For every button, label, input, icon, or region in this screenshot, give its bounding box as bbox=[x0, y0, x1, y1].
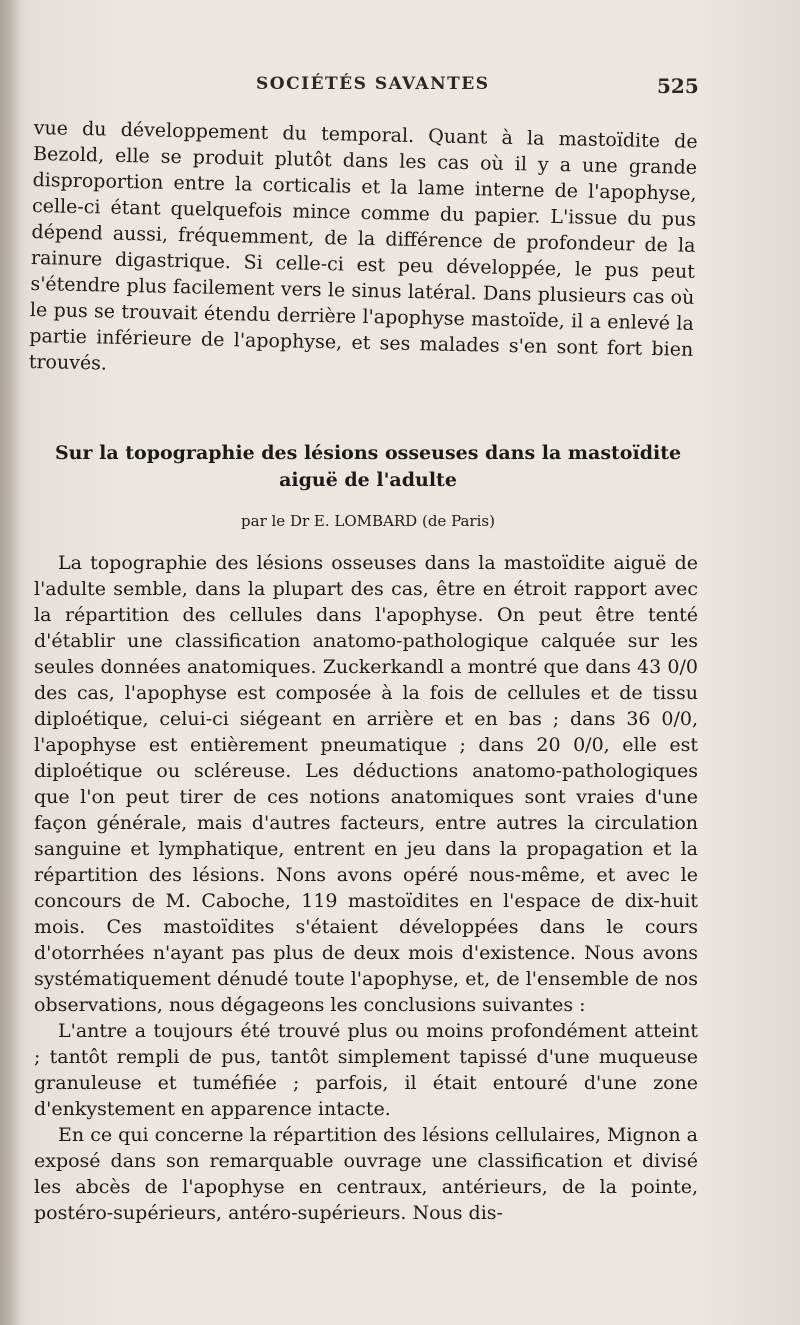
body-paragraph-1: La topographie des lésions osseuses dans la mastoïdite aiguë de l'adulte semble, dans la plupart des cas, être en étroit rapport avec la répartition des cellules dans l'apophyse. On peut être tenté d'établir une classification anatomo-pathologique calquée sur les seules données anatomiques. Zuckerkandl a montré que dans 43 0/0 des cas, l'apophyse est composée à la fois de cellules et de tissu diploétique, celui-ci siégeant en arrière et en bas ; dans 36 0/0, l'apophyse est entièrement pneumatique ; dans 20 0/0, elle est diploétique ou scléreuse. Les déductions anatomo-pathologiques que l'on peut tirer de ces notions anatomiques sont vraies d'une façon générale, mais d'autres facteurs, entre autres la circulation sanguine et lymphatique, entrent en jeu dans la propagation et la répartition des lésions. Nons avons opéré nous-même, et avec le concours de M. Caboche, 119 mastoïdites en l'espace de dix-huit mois. Ces mastoïdites s'étaient développées dans le cours d'otorrhées n'ayant pas plus de deux mois d'existence. Nous avons systématiquement dénudé toute l'apophyse, et, de l'ensemble de nos observations, nous dégageons les conclusions suivantes : bbox=[34, 552, 698, 1016]
binding-shadow bbox=[0, 0, 22, 1325]
running-head-title: SOCIÉTÉS SAVANTES bbox=[256, 74, 490, 94]
intro-text bbox=[29, 115, 698, 389]
body-paragraph-3: En ce qui concerne la répartition des lésions cellulaires, Mignon a exposé dans son remarquable ouvrage une classification et divisé les abcès de l'apophyse en centraux, antérieurs, de la pointe, postéro-supérieurs, antéro-supérieurs. Nous dis- bbox=[34, 1124, 698, 1224]
article-title-line-2: aiguë de l'adulte bbox=[279, 469, 457, 491]
article-body bbox=[34, 550, 698, 1226]
running-header bbox=[30, 68, 730, 102]
page-number: 525 bbox=[657, 74, 699, 98]
intro-paragraph: vue du développement du temporal. Quant à la mastoïdite de Bezold, elle se produit plutôt dans les cas où il y a une grande disproportion entre la corticalis et la lame interne de l'apophyse, celle-ci étant quelquefois mince comme du papier. L'issue du pus dépend aussi, fréquemment, de la différence de profondeur de la rainure digastrique. Si celle-ci est peu développée, le pus peut s'étendre plus facilement vers le sinus latéral. Dans plusieurs cas où le pus se trouvait étendu derrière l'apophyse mastoïde, il a enlevé la partie inférieure de l'apophyse, et ses malades s'en sont fort bien trouvés. bbox=[28, 116, 698, 375]
article-title bbox=[34, 440, 702, 494]
article-title-line-1: Sur la topographie des lésions osseuses dans la mastoïdite bbox=[54, 442, 682, 464]
article-byline: par le Dr E. LOMBARD (de Paris) bbox=[241, 512, 495, 530]
body-paragraph-2: L'antre a toujours été trouvé plus ou moins profondément atteint ; tantôt rempli de pus, tantôt simplement tapissé d'une muqueuse granuleuse et tuméfiée ; parfois, il était entouré d'une zone d'enkystement en apparence intacte. bbox=[34, 1020, 698, 1120]
